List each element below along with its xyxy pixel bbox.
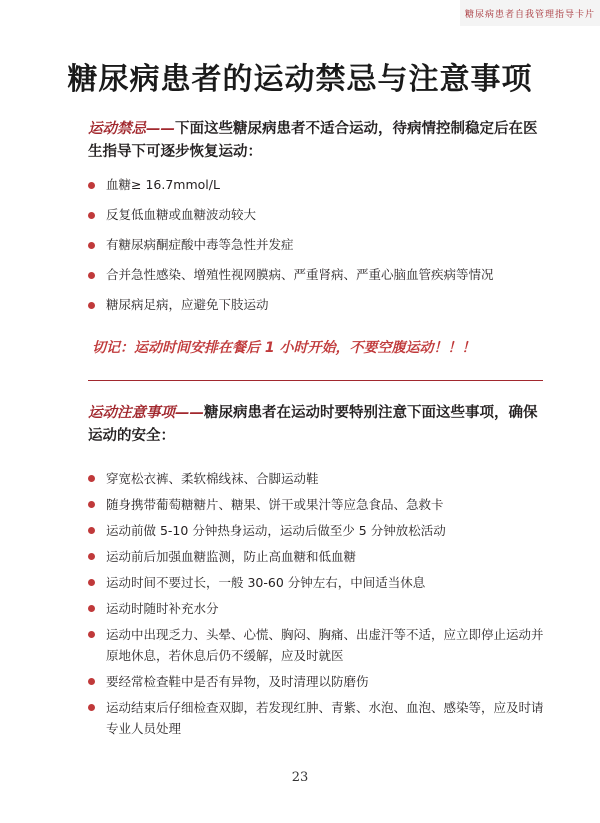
list-item [88, 546, 548, 567]
precautions-intro-text: 糖尿病患者在运动时要特别注意下面这些事项，确保运动的安全： [88, 405, 538, 444]
contraindications-section [88, 118, 548, 326]
bullet-dot-icon [88, 579, 95, 586]
bullet-dot-icon [88, 704, 95, 711]
list-item-text: 要经常检查鞋中是否有异物，及时清理以防磨伤 [106, 674, 369, 689]
bullet-dot-icon [88, 212, 95, 219]
bullet-dot-icon [88, 553, 95, 560]
list-item-text: 有糖尿病酮症酸中毒等急性并发症 [106, 237, 294, 252]
precautions-section [88, 402, 548, 744]
precautions-list [88, 468, 548, 739]
list-item-text: 运动中出现乏力、头晕、心慌、胸闷、胸痛、出虚汗等不适，应立即停止运动并原地休息，若休息后仍不缓解，应及时就医 [106, 627, 544, 663]
contraindications-intro-text: 下面这些糖尿病患者不适合运动，待病情控制稳定后在医生指导下可逐步恢复运动： [88, 121, 538, 160]
list-item-text: 糖尿病足病，应避免下肢运动 [106, 297, 269, 312]
list-item [88, 176, 548, 206]
precautions-intro [88, 402, 548, 448]
bullet-dot-icon [88, 182, 95, 189]
bullet-dot-icon [88, 631, 95, 638]
bullet-dot-icon [88, 272, 95, 279]
contraindications-label: 运动禁忌—— [88, 121, 175, 137]
list-item [88, 266, 548, 296]
bullet-dot-icon [88, 302, 95, 309]
contraindications-intro [88, 118, 548, 164]
list-item [88, 671, 548, 692]
bullet-dot-icon [88, 475, 95, 482]
page-number: 23 [291, 770, 309, 785]
list-item-text: 运动结束后仔细检查双脚，若发现红肿、青紫、水泡、血泡、感染等，应及时请专业人员处理 [106, 700, 544, 736]
bullet-dot-icon [88, 527, 95, 534]
list-item-text: 运动时随时补充水分 [106, 601, 219, 616]
list-item [88, 468, 548, 489]
list-item [88, 520, 548, 541]
warning-text: 切记：运动时间安排在餐后 1 小时开始，不要空腹运动！！！ [92, 340, 476, 356]
list-item [88, 624, 548, 666]
page-title: 糖尿病患者的运动禁忌与注意事项 [67, 62, 533, 97]
list-item-text: 随身携带葡萄糖糖片、糖果、饼干或果汁等应急食品、急救卡 [106, 497, 444, 512]
section-divider [88, 380, 543, 381]
list-item-text: 反复低血糖或血糖波动较大 [106, 207, 257, 222]
list-item [88, 598, 548, 619]
list-item [88, 296, 548, 326]
list-item [88, 697, 548, 739]
bullet-dot-icon [88, 678, 95, 685]
list-item-text: 运动前后加强血糖监测，防止高血糖和低血糖 [106, 549, 357, 564]
contraindications-list [88, 176, 548, 326]
list-item-text: 血糖≥ 16.7mmol/L [106, 177, 220, 192]
list-item [88, 494, 548, 515]
list-item [88, 236, 548, 266]
list-item-text: 合并急性感染、增殖性视网膜病、严重肾病、严重心脑血管疾病等情况 [106, 267, 494, 282]
list-item [88, 206, 548, 236]
bullet-dot-icon [88, 242, 95, 249]
bullet-dot-icon [88, 605, 95, 612]
bullet-dot-icon [88, 501, 95, 508]
list-item [88, 572, 548, 593]
list-item-text: 穿宽松衣裤、柔软棉线袜、合脚运动鞋 [106, 471, 319, 486]
list-item-text: 运动时间不要过长，一般 30-60 分钟左右，中间适当休息 [106, 575, 426, 590]
header-tag: 糖尿病患者自我管理指导卡片 [460, 0, 600, 26]
list-item-text: 运动前做 5-10 分钟热身运动，运动后做至少 5 分钟放松活动 [106, 523, 446, 538]
precautions-label: 运动注意事项—— [88, 405, 204, 421]
